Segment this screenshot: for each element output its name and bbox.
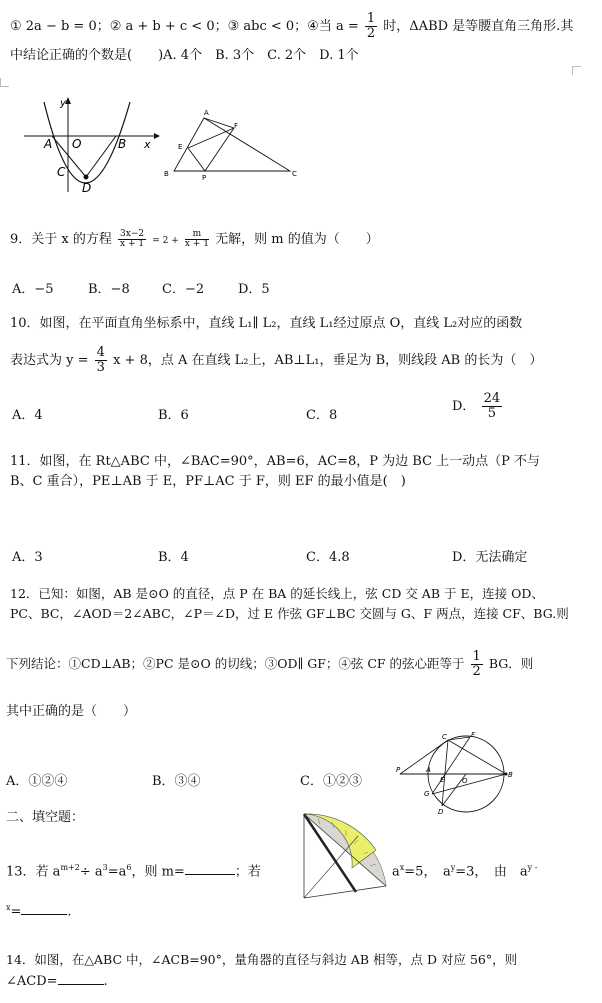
q9-stem: 9．关于 x 的方程 $\frac{3x-2}{x + 1}$ = 2 + $\frac{m}{x + 1}$ 无解，则 m 的值为（ ） — [10, 229, 379, 249]
fig2-label-b: B — [164, 170, 169, 178]
q11-line2: B、C 重合），PE⊥AB 于 E，PF⊥AC 于 F，则 EF 的最小值是( ) — [10, 474, 406, 489]
q12-option-c[interactable]: C．①②③ — [300, 774, 362, 789]
q12-line3: 下列结论：①CD⊥AB；②PC 是⊙O 的切线；③OD∥ GF；④弦 CF 的弦心距等于 $\frac{1}{2}$ BG．则 — [6, 649, 534, 679]
q9-option-d[interactable]: D．5 — [238, 282, 270, 297]
q10-line1: 10．如图，在平面直角坐标系中，直线 L₁∥ L₂，直线 L₁经过原点 O，直线 L₂对应的函数 — [10, 316, 523, 331]
fig3-label-f: F — [471, 731, 476, 739]
q13-line1-right: $a^x=5$， $a^y=3$， 由 $a^{y -}$ — [392, 863, 538, 880]
fig2-label-e: E — [178, 143, 183, 151]
fig1-label-a: A — [44, 137, 53, 151]
page-corner-mark — [572, 66, 581, 75]
fig1-label-c: C — [57, 165, 66, 179]
q14-line1: 14．如图，在△ABC 中，∠ACB=90°，量角器的直径与斜边 AB 相等，点 D 对应 56°，则 — [6, 952, 518, 967]
q12-line4: 其中正确的是（ ） — [6, 704, 137, 719]
fig2-label-a: A — [204, 109, 209, 117]
q10-option-d[interactable]: D． $\frac{24}{5}$ — [452, 391, 501, 421]
q12-fraction: $\frac{1}{2}$ — [472, 649, 481, 679]
q13-line2: $^x$= . — [6, 903, 72, 920]
fig1-label-d: D — [82, 181, 92, 194]
fig3-label-o: O — [462, 777, 468, 785]
q9-option-c[interactable]: C．−2 — [162, 282, 205, 297]
q13-answer-blank-2[interactable] — [21, 902, 67, 915]
fig3-label-e: E — [440, 776, 445, 784]
fig3-label-b: B — [508, 771, 513, 779]
q12-line1: 12．已知：如图，AB 是⊙O 的直径，点 P 在 BA 的延长线上，弦 CD 交 AB 于 E，连接 OD、 — [10, 586, 544, 601]
q9-option-b[interactable]: B．−8 — [88, 282, 130, 297]
q8-line2: 中结论正确的个数是( )A. 4个 B. 3个 C. 2个 D. 1个 — [10, 48, 359, 63]
fig1-label-x: x — [144, 138, 151, 151]
fig3-label-c: C — [442, 733, 447, 741]
q11-option-c[interactable]: C．4.8 — [306, 550, 350, 565]
q9-fraction-1: $\frac{3x-2}{x + 1}$ — [120, 229, 145, 249]
fig1-label-y: y — [60, 98, 66, 109]
q11-option-d[interactable]: D．无法确定 — [452, 550, 528, 565]
q13-answer-blank-1[interactable] — [185, 862, 235, 875]
q12-option-b[interactable]: B．③④ — [152, 774, 201, 789]
circle-figure — [396, 730, 520, 814]
fig3-label-p: P — [396, 766, 401, 774]
q10-fraction: $\frac{4}{3}$ — [96, 345, 105, 375]
q14-answer-blank[interactable] — [58, 972, 104, 985]
q9-fraction-2: $\frac{m}{x + 1}$ — [184, 229, 209, 249]
q8-line1: ① 2a − b = 0；② a + b + c < 0；③ abc < 0；④当 a = $\frac{1}{2}$ 时，ΔABD 是等腰直角三角形.其 — [10, 11, 574, 41]
q8-fraction: $\frac{1}{2}$ — [366, 11, 376, 41]
q12-line2: PC、BC，∠AOD＝2∠ABC，∠P＝∠D，过 E 作弦 GF⊥BC 交圆与 G、F 两点，连接 CF、BG.则 — [10, 606, 569, 621]
page-corner-mark — [0, 78, 9, 87]
q12-option-a[interactable]: A．①②④ — [6, 774, 68, 789]
q13-line1: 13．若 $a^{m+2}\div a^3=a^6$，则 m= ；若 — [6, 863, 261, 880]
fig2-label-c: C — [292, 170, 297, 178]
q14-line2: ∠ACD= . — [6, 974, 108, 989]
q10-line2: 表达式为 y = $\frac{4}{3}$ x + 8，点 A 在直线 L₂上，AB⊥L₁，垂足为 B，则线段 AB 的长为（ ） — [10, 345, 543, 375]
fig1-label-o: O — [72, 137, 82, 151]
q9-option-a[interactable]: A．−5 — [12, 282, 54, 297]
q10-option-b[interactable]: B．6 — [158, 408, 189, 423]
fig1-label-b: B — [118, 137, 127, 151]
fig3-label-d: D — [438, 808, 444, 814]
parabola-figure — [22, 94, 162, 194]
fig2-label-f: F — [234, 122, 239, 130]
fig3-label-a: A — [426, 766, 431, 774]
q11-option-a[interactable]: A．3 — [12, 550, 43, 565]
triangle-figure — [162, 106, 302, 186]
fig3-label-g: G — [424, 790, 430, 798]
q11-option-b[interactable]: B．4 — [158, 550, 189, 565]
section-heading-fill-in: 二、填空题： — [6, 810, 85, 825]
q10-option-c[interactable]: C．8 — [306, 408, 338, 423]
q10-option-d-fraction: $\frac{24}{5}$ — [483, 391, 501, 421]
q11-line1: 11．如图，在 Rt△ABC 中，∠BAC=90°，AB=6，AC=8，P 为边 BC 上一动点（P 不与 — [10, 454, 541, 469]
protractor-figure — [298, 806, 398, 902]
fig2-label-p: P — [202, 174, 207, 182]
q10-option-a[interactable]: A．4 — [12, 408, 43, 423]
